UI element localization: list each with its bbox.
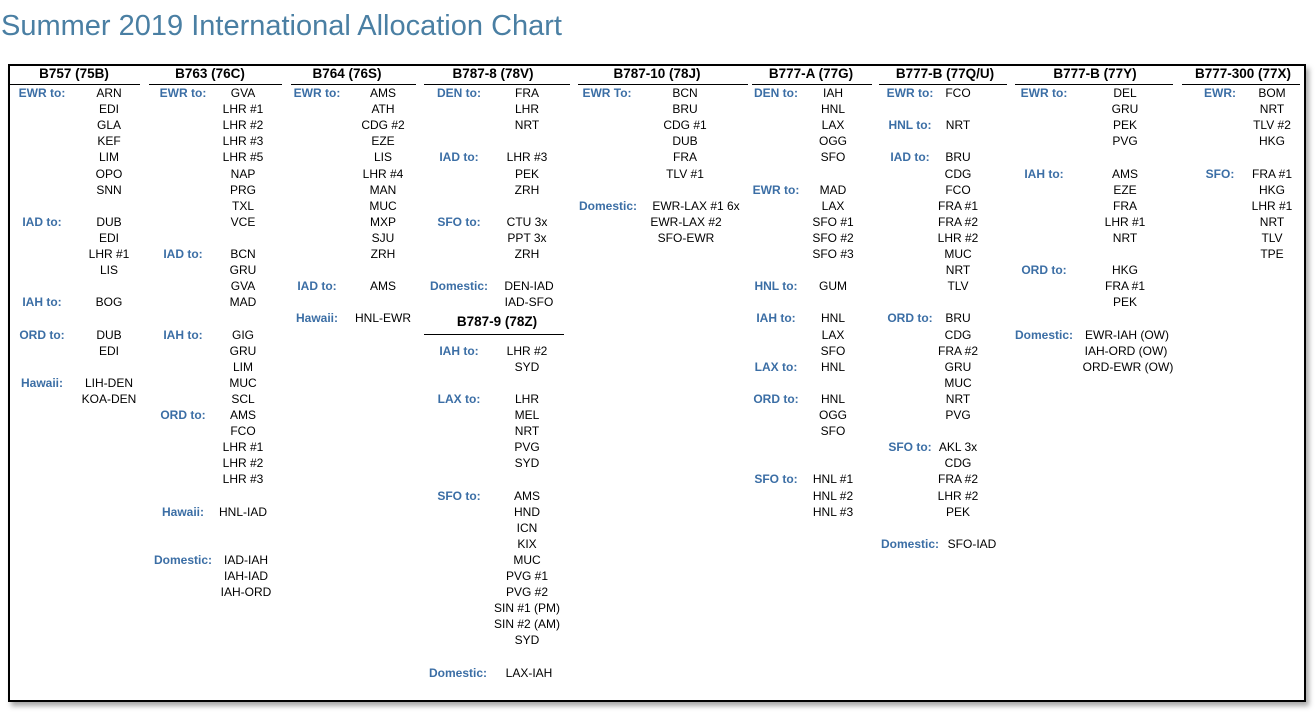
destination: BCN xyxy=(230,247,256,261)
route-origin-label: Domestic: xyxy=(153,552,213,567)
destination: GRU xyxy=(944,359,972,374)
destination: CTU 3x xyxy=(506,214,548,229)
destination: AMS xyxy=(1111,166,1139,181)
destination: PVG xyxy=(1112,134,1138,149)
route-origin-label: EWR to: xyxy=(752,182,800,197)
destination: IAH-ORD xyxy=(220,585,272,600)
destination: LHR #1 xyxy=(88,247,130,261)
destination: KEF xyxy=(97,134,121,149)
route-origin-label: IAH to: xyxy=(163,327,203,342)
destination: LIM xyxy=(232,359,254,374)
destination: GRU xyxy=(229,343,257,358)
destination: SFO xyxy=(820,424,846,439)
destination: HNL xyxy=(820,311,846,326)
destination: LHR #3 xyxy=(222,134,264,149)
route-origin-label: IAD to: xyxy=(439,150,479,165)
destination: NRT xyxy=(945,391,971,406)
destination: EZE xyxy=(1113,182,1137,197)
destination: MUC xyxy=(229,375,257,390)
destination: FRA xyxy=(673,150,697,165)
route-origin-label: EWR to: xyxy=(159,86,207,100)
destination: PEK xyxy=(945,504,971,519)
route-origin-label: ORD to: xyxy=(887,311,933,326)
destination: FRA #2 xyxy=(937,343,979,358)
destination: CDG xyxy=(944,456,972,471)
destination: LHR #3 xyxy=(222,472,264,487)
destination: LHR xyxy=(514,391,540,406)
destination: TPE xyxy=(1260,247,1284,261)
column-header: B777-B (77Q/U) xyxy=(895,66,995,81)
destination: AKL 3x xyxy=(938,440,978,455)
column-underline xyxy=(879,84,1007,85)
destination: SFO xyxy=(820,343,846,358)
route-origin-label: IAH to: xyxy=(22,295,62,310)
route-origin-label: EWR: xyxy=(1204,86,1236,100)
destination: GVA xyxy=(230,86,256,100)
destination: ZRH xyxy=(514,182,540,197)
destination: ZRH xyxy=(370,247,396,261)
route-origin-label: DEN to: xyxy=(754,86,798,100)
destination: FRA #2 xyxy=(937,214,979,229)
destination: HNL #3 xyxy=(812,504,854,519)
destination: NRT xyxy=(1259,102,1285,117)
destination: DUB xyxy=(96,327,122,342)
destination: VCE xyxy=(230,214,256,229)
page-title: Summer 2019 International Allocation Chart xyxy=(1,10,562,42)
destination: MUC xyxy=(944,247,972,261)
destination: LHR #1 xyxy=(1104,214,1146,229)
destination: LHR #5 xyxy=(222,150,264,165)
column-header: B777-B (77Y) xyxy=(1053,66,1137,81)
destination: AMS xyxy=(513,488,541,503)
destination: HNL #2 xyxy=(812,488,854,503)
destination: OGG xyxy=(818,408,848,422)
destination: SYD xyxy=(514,456,540,471)
destination: FRA #1 xyxy=(1251,166,1293,181)
destination: TLV xyxy=(947,279,969,294)
destination: SNN xyxy=(96,182,122,197)
destination: GRU xyxy=(1111,102,1139,117)
destination: SCL xyxy=(231,391,255,406)
destination: LHR #2 xyxy=(937,230,979,245)
destination: AMS xyxy=(369,279,397,294)
route-origin-label: LAX to: xyxy=(437,391,481,406)
destination: EWR-IAH (OW) xyxy=(1085,327,1169,342)
column-header: B777-A (77G) xyxy=(768,66,854,81)
route-origin-label: EWR to: xyxy=(18,86,66,100)
destination: TLV xyxy=(1261,230,1283,245)
allocation-chart xyxy=(8,64,1306,702)
destination: SFO #2 xyxy=(812,230,854,245)
route-origin-label: ORD to: xyxy=(19,327,65,342)
destination: ZRH xyxy=(514,247,540,261)
destination: BCN xyxy=(672,86,698,100)
column-underline xyxy=(578,84,748,85)
column-underline xyxy=(424,84,570,85)
destination: EZE xyxy=(371,134,395,149)
destination: LHR #4 xyxy=(362,166,404,181)
destination: MAD xyxy=(229,295,257,310)
route-origin-label: Hawaii: xyxy=(20,375,64,390)
destination: CDG xyxy=(944,166,972,181)
destination: IAD-SFO xyxy=(504,295,554,310)
destination: HNL-EWR xyxy=(355,311,411,326)
destination: FCO xyxy=(945,86,971,100)
destination: OGG xyxy=(818,134,848,149)
destination: SFO-EWR xyxy=(657,230,715,245)
destination: PEK xyxy=(514,166,540,181)
destination: DEL xyxy=(1113,86,1137,100)
destination: DUB xyxy=(672,134,698,149)
destination: EWR-LAX #1 6x xyxy=(652,198,740,213)
destination: SFO #1 xyxy=(812,214,854,229)
route-origin-label: EWR to: xyxy=(1020,86,1068,100)
destination: LHR #1 xyxy=(222,440,264,455)
destination: PVG xyxy=(514,440,540,455)
destination: NRT xyxy=(1259,214,1285,229)
column-underline xyxy=(1182,84,1300,85)
destination: SJU xyxy=(371,230,395,245)
route-origin-label: LAX to: xyxy=(754,359,798,374)
destination: HNL-IAD xyxy=(218,504,268,519)
destination: SYD xyxy=(514,359,540,374)
destination: IAH xyxy=(822,86,844,100)
destination: MAD xyxy=(819,182,847,197)
destination: DEN-IAD xyxy=(504,279,554,294)
destination: BOM xyxy=(1258,86,1286,100)
destination: SYD xyxy=(514,633,540,648)
destination: NRT xyxy=(514,118,540,133)
route-origin-label: SFO to: xyxy=(888,440,932,455)
destination: MUC xyxy=(513,552,541,567)
destination: IAH-IAD xyxy=(223,569,269,583)
destination: TLV #2 xyxy=(1253,118,1291,133)
route-origin-label: SFO to: xyxy=(437,488,481,503)
destination: GLA xyxy=(96,118,122,133)
route-origin-label: Hawaii: xyxy=(161,504,205,519)
column-underline xyxy=(424,334,564,335)
route-origin-label: Hawaii: xyxy=(295,311,339,326)
destination: PVG xyxy=(945,408,971,422)
destination: HND xyxy=(514,504,540,519)
column-underline xyxy=(752,84,872,85)
destination: EDI xyxy=(98,102,120,117)
route-origin-label: ORD to: xyxy=(160,408,206,422)
destination: HNL #1 xyxy=(812,472,854,487)
destination: EDI xyxy=(98,343,120,358)
destination: LHR #1 xyxy=(222,102,264,117)
destination: GUM xyxy=(819,279,847,294)
route-origin-label: DEN to: xyxy=(437,86,481,100)
destination: AMS xyxy=(229,408,257,422)
column-header: B787-9 (78Z) xyxy=(456,313,538,329)
route-origin-label: HNL to: xyxy=(754,279,798,294)
destination: IAD-IAH xyxy=(223,552,269,567)
destination: BRU xyxy=(945,150,971,165)
destination: MEL xyxy=(514,408,540,422)
destination: GRU xyxy=(229,263,257,278)
destination: MAN xyxy=(369,182,397,197)
destination: GVA xyxy=(230,279,256,294)
destination: ICN xyxy=(516,520,538,535)
destination: NAP xyxy=(230,166,256,181)
destination: NRT xyxy=(945,118,971,133)
destination: PPT 3x xyxy=(507,230,547,245)
route-origin-label: IAD to: xyxy=(22,214,62,229)
destination: HNL xyxy=(820,359,846,374)
column-header: B777-300 (77X) xyxy=(1194,66,1292,81)
destination: LIS xyxy=(99,263,119,278)
route-origin-label: IAD to: xyxy=(890,150,930,165)
destination: GIG xyxy=(231,327,255,342)
route-origin-label: SFO: xyxy=(1205,166,1235,181)
route-origin-label: HNL to: xyxy=(888,118,932,133)
column-header: B757 (75B) xyxy=(39,66,109,81)
route-origin-label: IAH to: xyxy=(756,311,796,326)
destination: HNL xyxy=(820,102,846,117)
destination: LHR xyxy=(514,102,540,117)
destination: OPO xyxy=(95,166,123,181)
route-origin-label: EWR To: xyxy=(582,86,632,100)
destination: NRT xyxy=(1112,230,1138,245)
destination: PRG xyxy=(229,182,257,197)
destination: SIN #1 (PM) xyxy=(493,601,561,616)
destination: LAX xyxy=(821,198,845,213)
column-header: B787-8 (78V) xyxy=(452,66,534,81)
destination: BOG xyxy=(95,295,123,310)
destination: LAX xyxy=(821,327,845,342)
destination: FRA xyxy=(515,86,539,100)
destination: FRA #1 xyxy=(1104,279,1146,294)
destination: LHR #2 xyxy=(506,343,548,358)
route-origin-label: EWR to: xyxy=(293,86,341,100)
destination: MUC xyxy=(369,198,397,213)
destination: NRT xyxy=(945,263,971,278)
route-origin-label: Domestic: xyxy=(1014,327,1074,342)
route-origin-label: Domestic: xyxy=(428,665,488,680)
destination: IAH-ORD (OW) xyxy=(1084,343,1168,358)
destination: LAX-IAH xyxy=(505,665,553,680)
route-origin-label: SFO to: xyxy=(437,214,481,229)
column-header: B764 (76S) xyxy=(312,66,382,81)
destination: LAX xyxy=(821,118,845,133)
route-origin-label: ORD to: xyxy=(1021,263,1067,278)
destination: KIX xyxy=(517,536,537,551)
destination: EWR-LAX #2 xyxy=(650,214,722,229)
destination: CDG #2 xyxy=(361,118,405,133)
destination: PVG #2 xyxy=(505,585,549,600)
destination: HKG xyxy=(1258,134,1286,149)
destination: LHR #1 xyxy=(1251,198,1293,213)
destination: DUB xyxy=(96,214,122,229)
route-origin-label: EWR to: xyxy=(886,86,934,100)
destination: LIS xyxy=(373,150,393,165)
destination: CDG xyxy=(944,327,972,342)
route-origin-label: IAH to: xyxy=(439,343,479,358)
destination: FCO xyxy=(230,424,256,439)
route-origin-label: Domestic: xyxy=(880,536,940,551)
column-header: B787-10 (78J) xyxy=(613,66,701,81)
destination: FRA xyxy=(1113,198,1137,213)
destination: SFO #3 xyxy=(812,247,854,261)
route-origin-label: IAD to: xyxy=(297,279,337,294)
destination: LHR #2 xyxy=(937,488,979,503)
destination: ARN xyxy=(96,86,122,100)
destination: BRU xyxy=(672,102,698,117)
column-header: B763 (76C) xyxy=(175,66,245,81)
destination: ATH xyxy=(371,102,395,117)
route-origin-label: ORD to: xyxy=(753,391,799,406)
destination: LIM xyxy=(98,150,120,165)
destination: FCO xyxy=(945,182,971,197)
destination: FRA #1 xyxy=(937,198,979,213)
destination: EDI xyxy=(98,230,120,245)
column-underline xyxy=(291,84,416,85)
destination: BRU xyxy=(945,311,971,326)
destination: KOA-DEN xyxy=(81,391,137,406)
route-origin-label: IAH to: xyxy=(1024,166,1064,181)
destination: LHR #3 xyxy=(506,150,548,165)
destination: HNL xyxy=(820,391,846,406)
destination: PEK xyxy=(1112,118,1138,133)
destination: LIH-DEN xyxy=(84,375,134,390)
destination: NRT xyxy=(514,424,540,439)
destination: SIN #2 (AM) xyxy=(493,617,561,632)
destination: MXP xyxy=(369,214,397,229)
destination: HKG xyxy=(1258,182,1286,197)
destination: TLV #1 xyxy=(666,166,704,181)
destination: ORD-EWR (OW) xyxy=(1082,359,1174,374)
destination: PVG #1 xyxy=(505,569,549,583)
destination: SFO xyxy=(820,150,846,165)
destination: SFO-IAD xyxy=(947,536,997,551)
destination: LHR #2 xyxy=(222,118,264,133)
column-underline xyxy=(149,84,282,85)
destination: FRA #2 xyxy=(937,472,979,487)
column-underline xyxy=(10,84,140,85)
column-underline xyxy=(1015,84,1173,85)
destination: HKG xyxy=(1111,263,1139,278)
route-origin-label: SFO to: xyxy=(754,472,798,487)
destination: CDG #1 xyxy=(663,118,707,133)
destination: MUC xyxy=(944,375,972,390)
destination: AMS xyxy=(369,86,397,100)
destination: TXL xyxy=(231,198,255,213)
route-origin-label: IAD to: xyxy=(163,247,203,261)
destination: LHR #2 xyxy=(222,456,264,471)
route-origin-label: Domestic: xyxy=(578,198,638,213)
route-origin-label: Domestic: xyxy=(429,279,489,294)
destination: PEK xyxy=(1112,295,1138,310)
